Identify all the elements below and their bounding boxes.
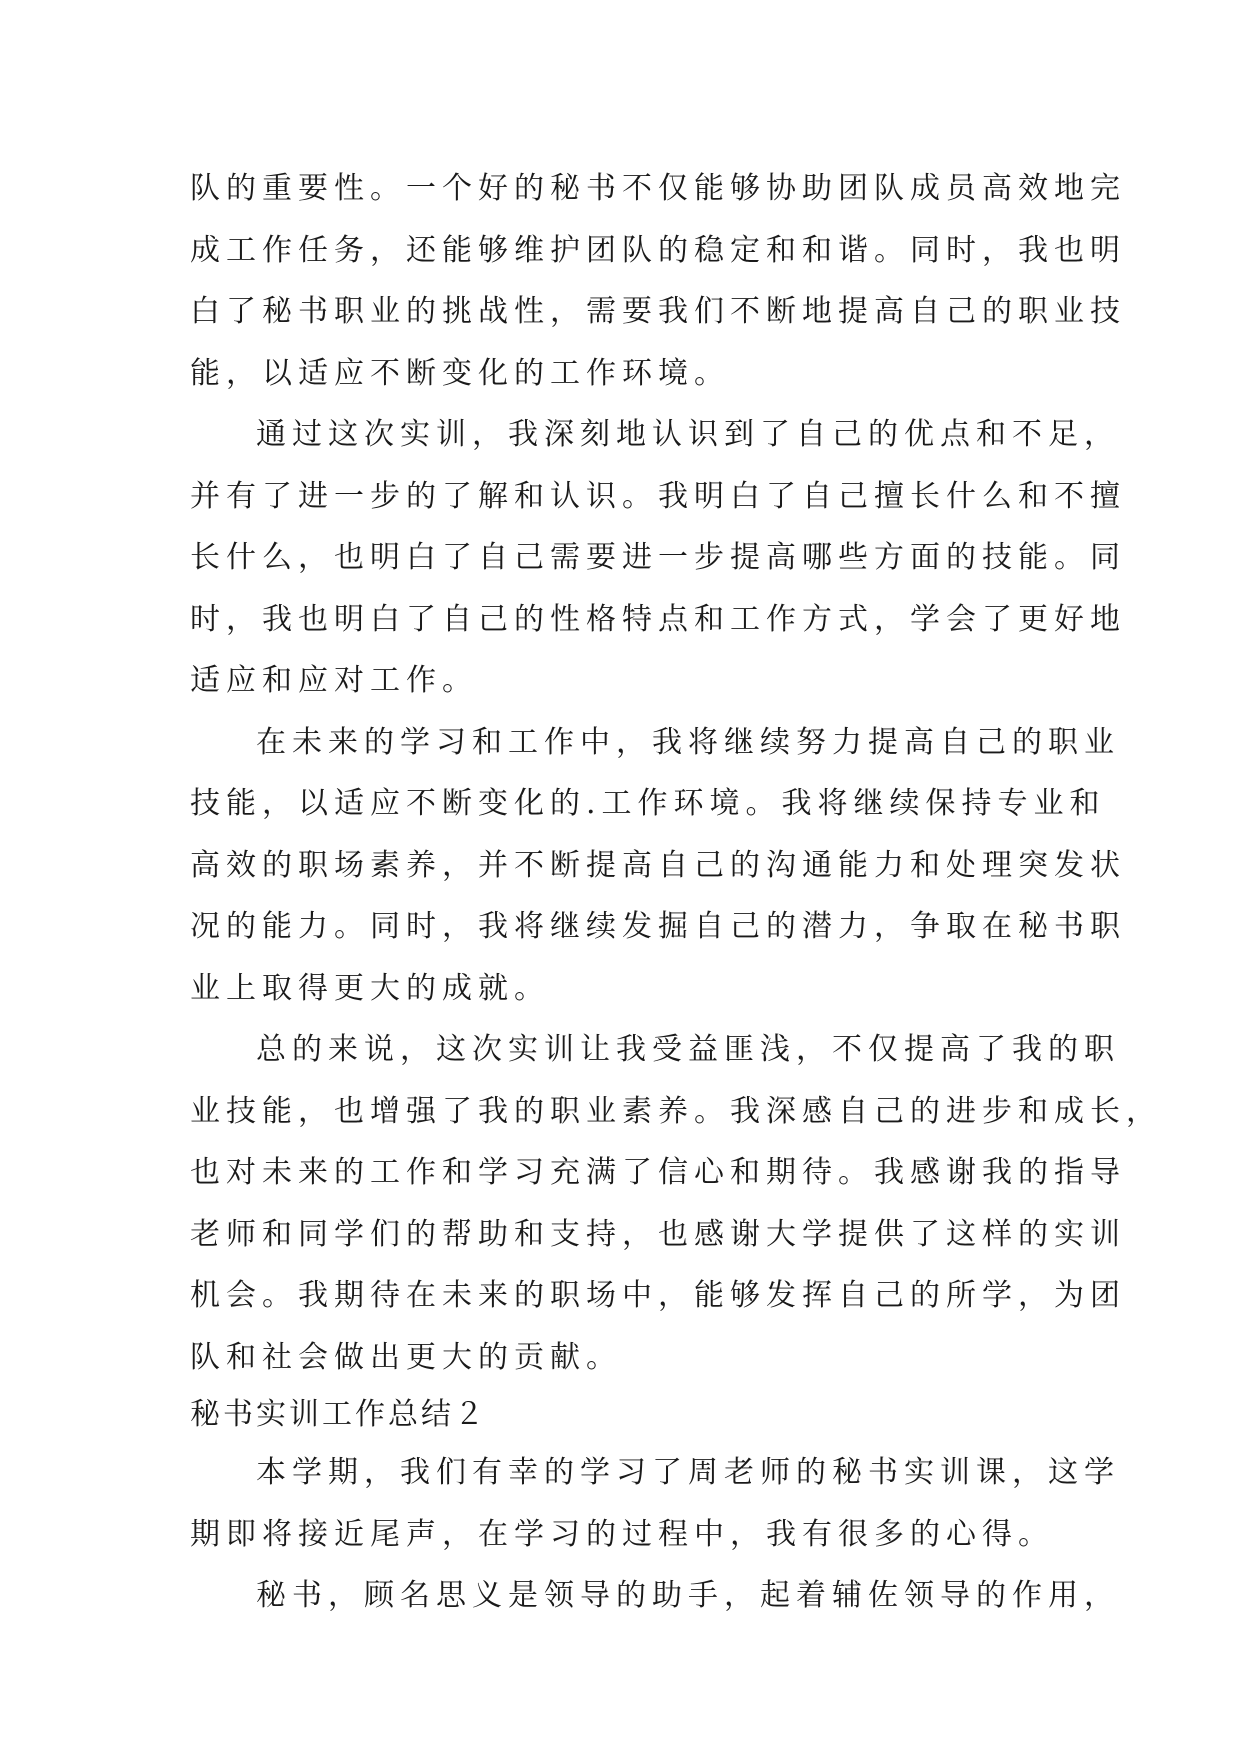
paragraph [190, 1442, 1120, 1565]
paragraph [190, 712, 1126, 1020]
text-line: 机会。我期待在未来的职场中，能够发挥自己的所学，为团 [190, 1278, 1126, 1313]
paragraph [190, 1019, 1162, 1388]
text-line: 成工作任务，还能够维护团队的稳定和和谐。同时，我也明 [190, 232, 1126, 268]
document-body [190, 158, 1162, 1627]
text-line: 业上取得更大的成就。 [190, 970, 550, 1006]
paragraph [190, 158, 1126, 404]
text-line: 队和社会做出更大的贡献。 [190, 1339, 622, 1375]
text-line: 秘书，顾名思义是领导的助手，起着辅佐领导的作用， [256, 1578, 1120, 1613]
text-line: 白了秘书职业的挑战性，需要我们不断地提高自己的职业技 [190, 294, 1126, 329]
text-line: 本学期，我们有幸的学习了周老师的秘书实训课，这学 [256, 1455, 1120, 1490]
text-line: 并有了进一步的了解和认识。我明白了自己擅长什么和不擅 [190, 478, 1126, 514]
text-line: 能，以适应不断变化的工作环境。 [190, 355, 730, 391]
paragraph [190, 404, 1126, 712]
text-line: 时，我也明白了自己的性格特点和工作方式，学会了更好地 [190, 601, 1126, 637]
text-line: 适应和应对工作。 [190, 663, 478, 698]
text-line: 期即将接近尾声，在学习的过程中，我有很多的心得。 [190, 1516, 1054, 1552]
text-line: 通过这次实训，我深刻地认识到了自己的优点和不足， [256, 417, 1120, 452]
text-line: 老师和同学们的帮助和支持，也感谢大学提供了这样的实训 [190, 1216, 1126, 1252]
text-line: 况的能力。同时，我将继续发掘自己的潜力，争取在秘书职 [190, 909, 1126, 944]
text-line: 队的重要性。一个好的秘书不仅能够协助团队成员高效地完 [190, 171, 1126, 206]
text-line: 也对未来的工作和学习充满了信心和期待。我感谢我的指导 [190, 1155, 1126, 1190]
section-title: 秘书实训工作总结２ [190, 1397, 487, 1432]
text-line: 业技能，也增强了我的职业素养。我深感自己的进步和成长， [190, 1093, 1162, 1129]
text-line: 技能，以适应不断变化的.工作环境。我将继续保持专业和 [190, 786, 1106, 821]
paragraph [190, 1565, 1120, 1627]
text-line: 总的来说，这次实训让我受益匪浅，不仅提高了我的职 [256, 1032, 1120, 1067]
text-line: 在未来的学习和工作中，我将继续努力提高自己的职业 [256, 724, 1120, 760]
text-line: 长什么，也明白了自己需要进一步提高哪些方面的技能。同 [190, 540, 1126, 575]
text-line: 高效的职场素养，并不断提高自己的沟通能力和处理突发状 [190, 847, 1126, 883]
